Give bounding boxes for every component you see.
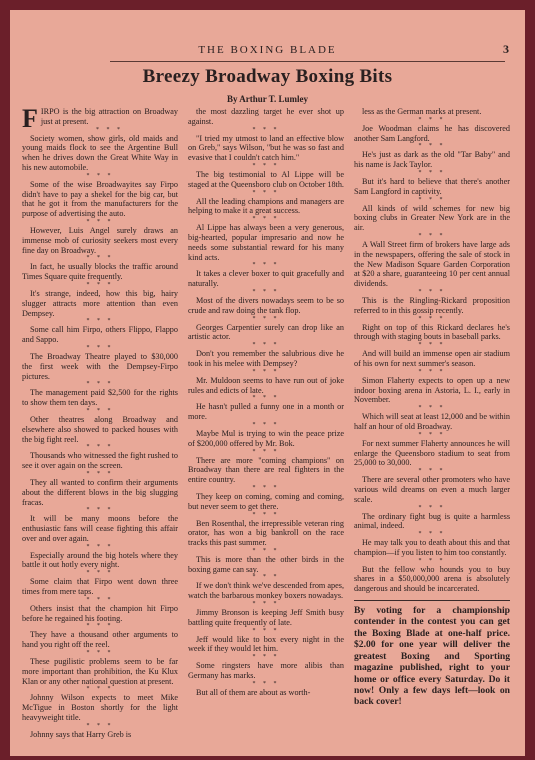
subscription-promo: By voting for a championship contender in the contest you can get the Boxing Blade at one-half price. $2.00 for one year will deliver the greatest Boxing and Sporting magazine published, right to your home or office every Saturday. Do it now! Only a few days left—look on back cover!	[354, 600, 510, 708]
paragraph: Johnny Wilson expects to meet Mike McTigue in Boston shortly for the light heavyweight title.	[22, 693, 178, 723]
magazine-page	[10, 10, 525, 756]
paragraph: Others insist that the champion hit Firpo before he regained his footing.	[22, 603, 178, 623]
paragraph-separator: * * *	[86, 281, 114, 288]
column-3	[354, 107, 510, 708]
paragraph-separator: * * *	[418, 342, 446, 349]
paragraph-separator: * * *	[86, 407, 114, 414]
paragraph-separator: * * *	[86, 543, 114, 550]
paragraph: "I tried my utmost to land an effective blow on Greb," says Wilson, "but he was so fast and evasive that I couldn't catch him."	[188, 133, 344, 163]
paragraph-separator: * * *	[86, 218, 114, 225]
page-number: 3	[503, 42, 509, 56]
paragraph: The big testimonial to Al Lippe will be staged at the Queensboro club on October 18th.	[188, 169, 344, 189]
paragraph: They keep on coming, coming and coming, but never seem to get there.	[188, 491, 344, 511]
paragraph: Some call him Firpo, others Flippo, Flappo and Sappo.	[22, 325, 178, 345]
header-rule	[110, 61, 505, 62]
paragraph-separator: * * *	[86, 650, 114, 657]
paragraph: The management paid $2,500 for the rights to show them ten days.	[22, 388, 178, 408]
paragraph: Thousands who witnessed the fight rushed to see it over again on the screen.	[22, 451, 178, 471]
paragraph: For next summer Flaherty announces he will enlarge the Queensboro stadium to seat from 25,000 to 30,000.	[354, 438, 510, 468]
paragraph-separator: * * *	[418, 196, 446, 203]
paragraph: Simon Flaherty expects to open up a new indoor boxing arena in Astoria, L. I., early in November.	[354, 375, 510, 405]
paragraph: Mr. Muldoon seems to have run out of joke rules and edicts of late.	[188, 375, 344, 395]
paragraph-separator: * * *	[418, 232, 446, 239]
paragraph-separator: * * *	[418, 504, 446, 511]
paragraph: Some of the wise Broadwayites say Firpo didn't have to pay a shekel for the big car, but that he got it from the manufacturers for the purpose of advertising the auto.	[22, 179, 178, 219]
paragraph: There are several other promoters who have various wild dreams on even a much larger scale.	[354, 475, 510, 504]
paragraph-separator: * * *	[252, 342, 280, 349]
paragraph: Especially around the big hotels where they battle it out hotly every night.	[22, 550, 178, 570]
paragraph-separator: * * *	[252, 680, 280, 687]
paragraph-separator: * * *	[252, 421, 280, 428]
paragraph-separator: * * *	[252, 216, 280, 223]
paragraph-separator: * * *	[252, 288, 280, 295]
paragraph: This is more than the other birds in the boxing game can say.	[188, 554, 344, 574]
paragraph: Other theatres along Broadway and elsewhere also showed to packed houses with the big fight reel.	[22, 414, 178, 444]
paragraph-separator: * * *	[252, 189, 280, 196]
paragraph-separator: * * *	[418, 315, 446, 322]
paragraph: This is the Ringling-Rickard proposition referred to in this gossip recently.	[354, 295, 510, 315]
paragraph-separator: * * *	[252, 162, 280, 169]
paragraph: A Wall Street firm of brokers have large ads in the newspapers, offering the sale of stock in the New Madison Square Garden Corporation at $20 a share, guaranteeing 10 per cent annual dividends.	[354, 239, 510, 289]
paragraph: All kinds of wild schemes for new big boxing clubs in Greater New York are in the air.	[354, 203, 510, 233]
article-byline: By Arthur T. Lumley	[226, 94, 308, 104]
paragraph: He's just as dark as the old "Tar Baby" and his name is Jack Taylor.	[354, 150, 510, 170]
paragraph-separator: * * *	[86, 570, 114, 577]
paragraph-separator: * * *	[418, 531, 446, 538]
paragraph: Right on top of this Rickard declares he's through with staging bouts in baseball parks.	[354, 322, 510, 342]
paragraph: Some claim that Firpo went down three times from mere taps.	[22, 577, 178, 597]
paragraph: Which will seat at least 12,000 and be within half an hour of old Broadway.	[354, 412, 510, 431]
paragraph-separator: * * *	[252, 654, 280, 661]
paragraph-separator: * * *	[252, 627, 280, 634]
paragraph-separator: * * *	[86, 722, 114, 729]
paragraph-separator: * * *	[418, 368, 446, 375]
paragraph-separator: * * *	[86, 623, 114, 630]
paragraph-separator: * * *	[252, 547, 280, 554]
paragraph: And will build an immense open air stadium of his own for next summer's season.	[354, 349, 510, 368]
paragraph-separator: * * *	[252, 511, 280, 518]
paragraph-separator: * * *	[86, 318, 114, 325]
paragraph: But it's hard to believe that there's another Sam Langford in captivity.	[354, 176, 510, 196]
paragraph: Georges Carpentier surely can drop like an artistic actor.	[188, 322, 344, 342]
paragraph: Al Lippe has always been a very generous, big-hearted, popular impresario and now he needs some substantial reward for his many kind acts.	[188, 223, 344, 262]
paragraph-separator: * * *	[418, 431, 446, 438]
paragraph: It takes a clever boxer to quit gracefully and naturally.	[188, 269, 344, 289]
paragraph: Don't you remember the salubrious dive he took in his melee with Dempsey?	[188, 349, 344, 368]
paragraph: It's strange, indeed, how this big, hairy slugger attracts more attention than even Dempsey.	[22, 288, 178, 318]
paragraph: Some ringsters have more alibis than Germany has marks.	[188, 661, 344, 681]
paragraph-separator: * * *	[86, 596, 114, 603]
paragraph: These pugilistic problems seem to be far more important than prohibition, the Ku Klux Klan or any other national question at present.	[22, 657, 178, 686]
paragraph: Society women, show girls, old maids and young maids flock to see the Argentine Bull when he drives down the Great White Way in his new automobile.	[22, 133, 178, 172]
paragraph-separator: * * *	[418, 169, 446, 176]
paragraph: Most of the divers nowadays seem to be so crude and raw doing the tank flop.	[188, 295, 344, 315]
paragraph-separator: * * *	[86, 344, 114, 351]
magazine-name: THE BOXING BLADE	[198, 44, 337, 56]
paragraph-separator: * * *	[86, 686, 114, 693]
paragraph-separator: * * *	[86, 172, 114, 179]
paragraph-separator: * * *	[252, 368, 280, 375]
paragraph-separator: * * *	[252, 126, 280, 133]
paragraph: They all wanted to confirm their arguments about the different blows in the big slugging fracas.	[22, 477, 178, 507]
paragraph-separator: * * *	[86, 255, 114, 262]
paragraph: Maybe Mul is trying to win the peace prize of $200,000 offered by Mr. Bok.	[188, 428, 344, 448]
paragraph: Jimmy Bronson is keeping Jeff Smith busy battling quite frequently of late.	[188, 608, 344, 627]
paragraph-separator: * * *	[418, 288, 446, 295]
paragraph: If we don't think we've descended from apes, watch the barbarous monkey boxers nowadays.	[188, 581, 344, 601]
article-title: Breezy Broadway Boxing Bits	[142, 66, 393, 87]
paragraph-separator: * * *	[418, 116, 446, 123]
paragraph: He hasn't pulled a funny one in a month or more.	[188, 402, 344, 422]
paragraph: But all of them are about as worth-	[196, 687, 311, 697]
paragraph-separator: * * *	[86, 381, 114, 388]
paragraph: Jeff would like to box every night in the week if they would let him.	[188, 634, 344, 654]
paragraph-separator: * * *	[418, 143, 446, 150]
paragraph: less as the German marks at present.	[362, 107, 482, 116]
paragraph: They have a thousand other arguments to hand you right off the reel.	[22, 630, 178, 650]
paragraph: However, Luis Angel surely draws an immense mob of curiosity seekers most every fine day on Broadway.	[22, 225, 178, 255]
paragraph: Joe Woodman claims he has discovered another Sam Langford.	[354, 123, 510, 143]
paragraph-separator: * * *	[252, 448, 280, 455]
paragraph: But the fellow who hounds you to buy shares in a $50,000,000 arena is absolutely dangerous and should be incarcerated.	[354, 564, 510, 594]
column-1	[22, 104, 178, 740]
drop-cap: F	[22, 104, 38, 133]
paragraph: It will be many moons before the enthusiastic fans will cease fighting this affair over and over again.	[22, 514, 178, 543]
paragraph: Ben Rosenthal, the irrepressible veteran ring orator, has won a big bankroll on the race tracks this past summer.	[188, 518, 344, 548]
paragraph: In fact, he usually blocks the traffic around Times Square quite frequently.	[22, 262, 178, 282]
paragraph: Johnny says that Harry Greb is	[30, 729, 132, 739]
paragraph: He may talk you to death about this and that champion—if you listen to him too constantly.	[354, 538, 510, 557]
paragraph-separator: * * *	[252, 262, 280, 269]
paragraph-separator: * * *	[252, 315, 280, 322]
paragraph-separator: * * *	[418, 405, 446, 412]
paragraph: the most dazzling target he ever shot up against.	[188, 107, 344, 126]
paragraph-separator: * * *	[418, 468, 446, 475]
paragraph: FIRPO is the big attraction on Broadway just at present.	[22, 104, 178, 133]
paragraph-separator: * * *	[252, 395, 280, 402]
paragraph: There are more "coming champions" on Broadway than there are real fighters in the entire country.	[188, 455, 344, 485]
paragraph-separator: * * *	[252, 601, 280, 608]
paragraph: All the leading champions and managers are helping to make it a great success.	[188, 196, 344, 216]
paragraph-separator: * * *	[252, 484, 280, 491]
running-header	[10, 44, 525, 60]
paragraph: The ordinary fight bug is quite a harmless animal, indeed.	[354, 511, 510, 531]
paragraph-separator: * * *	[418, 557, 446, 564]
paragraph: The Broadway Theatre played to $30,000 the first week with the Dempsey-Firpo pictures.	[22, 351, 178, 381]
column-2	[188, 107, 344, 698]
paragraph-separator: * * *	[86, 444, 114, 451]
paragraph-separator: * * *	[86, 507, 114, 514]
paragraph-separator: * * *	[95, 126, 123, 133]
paragraph-separator: * * *	[252, 574, 280, 581]
paragraph-separator: * * *	[86, 470, 114, 477]
